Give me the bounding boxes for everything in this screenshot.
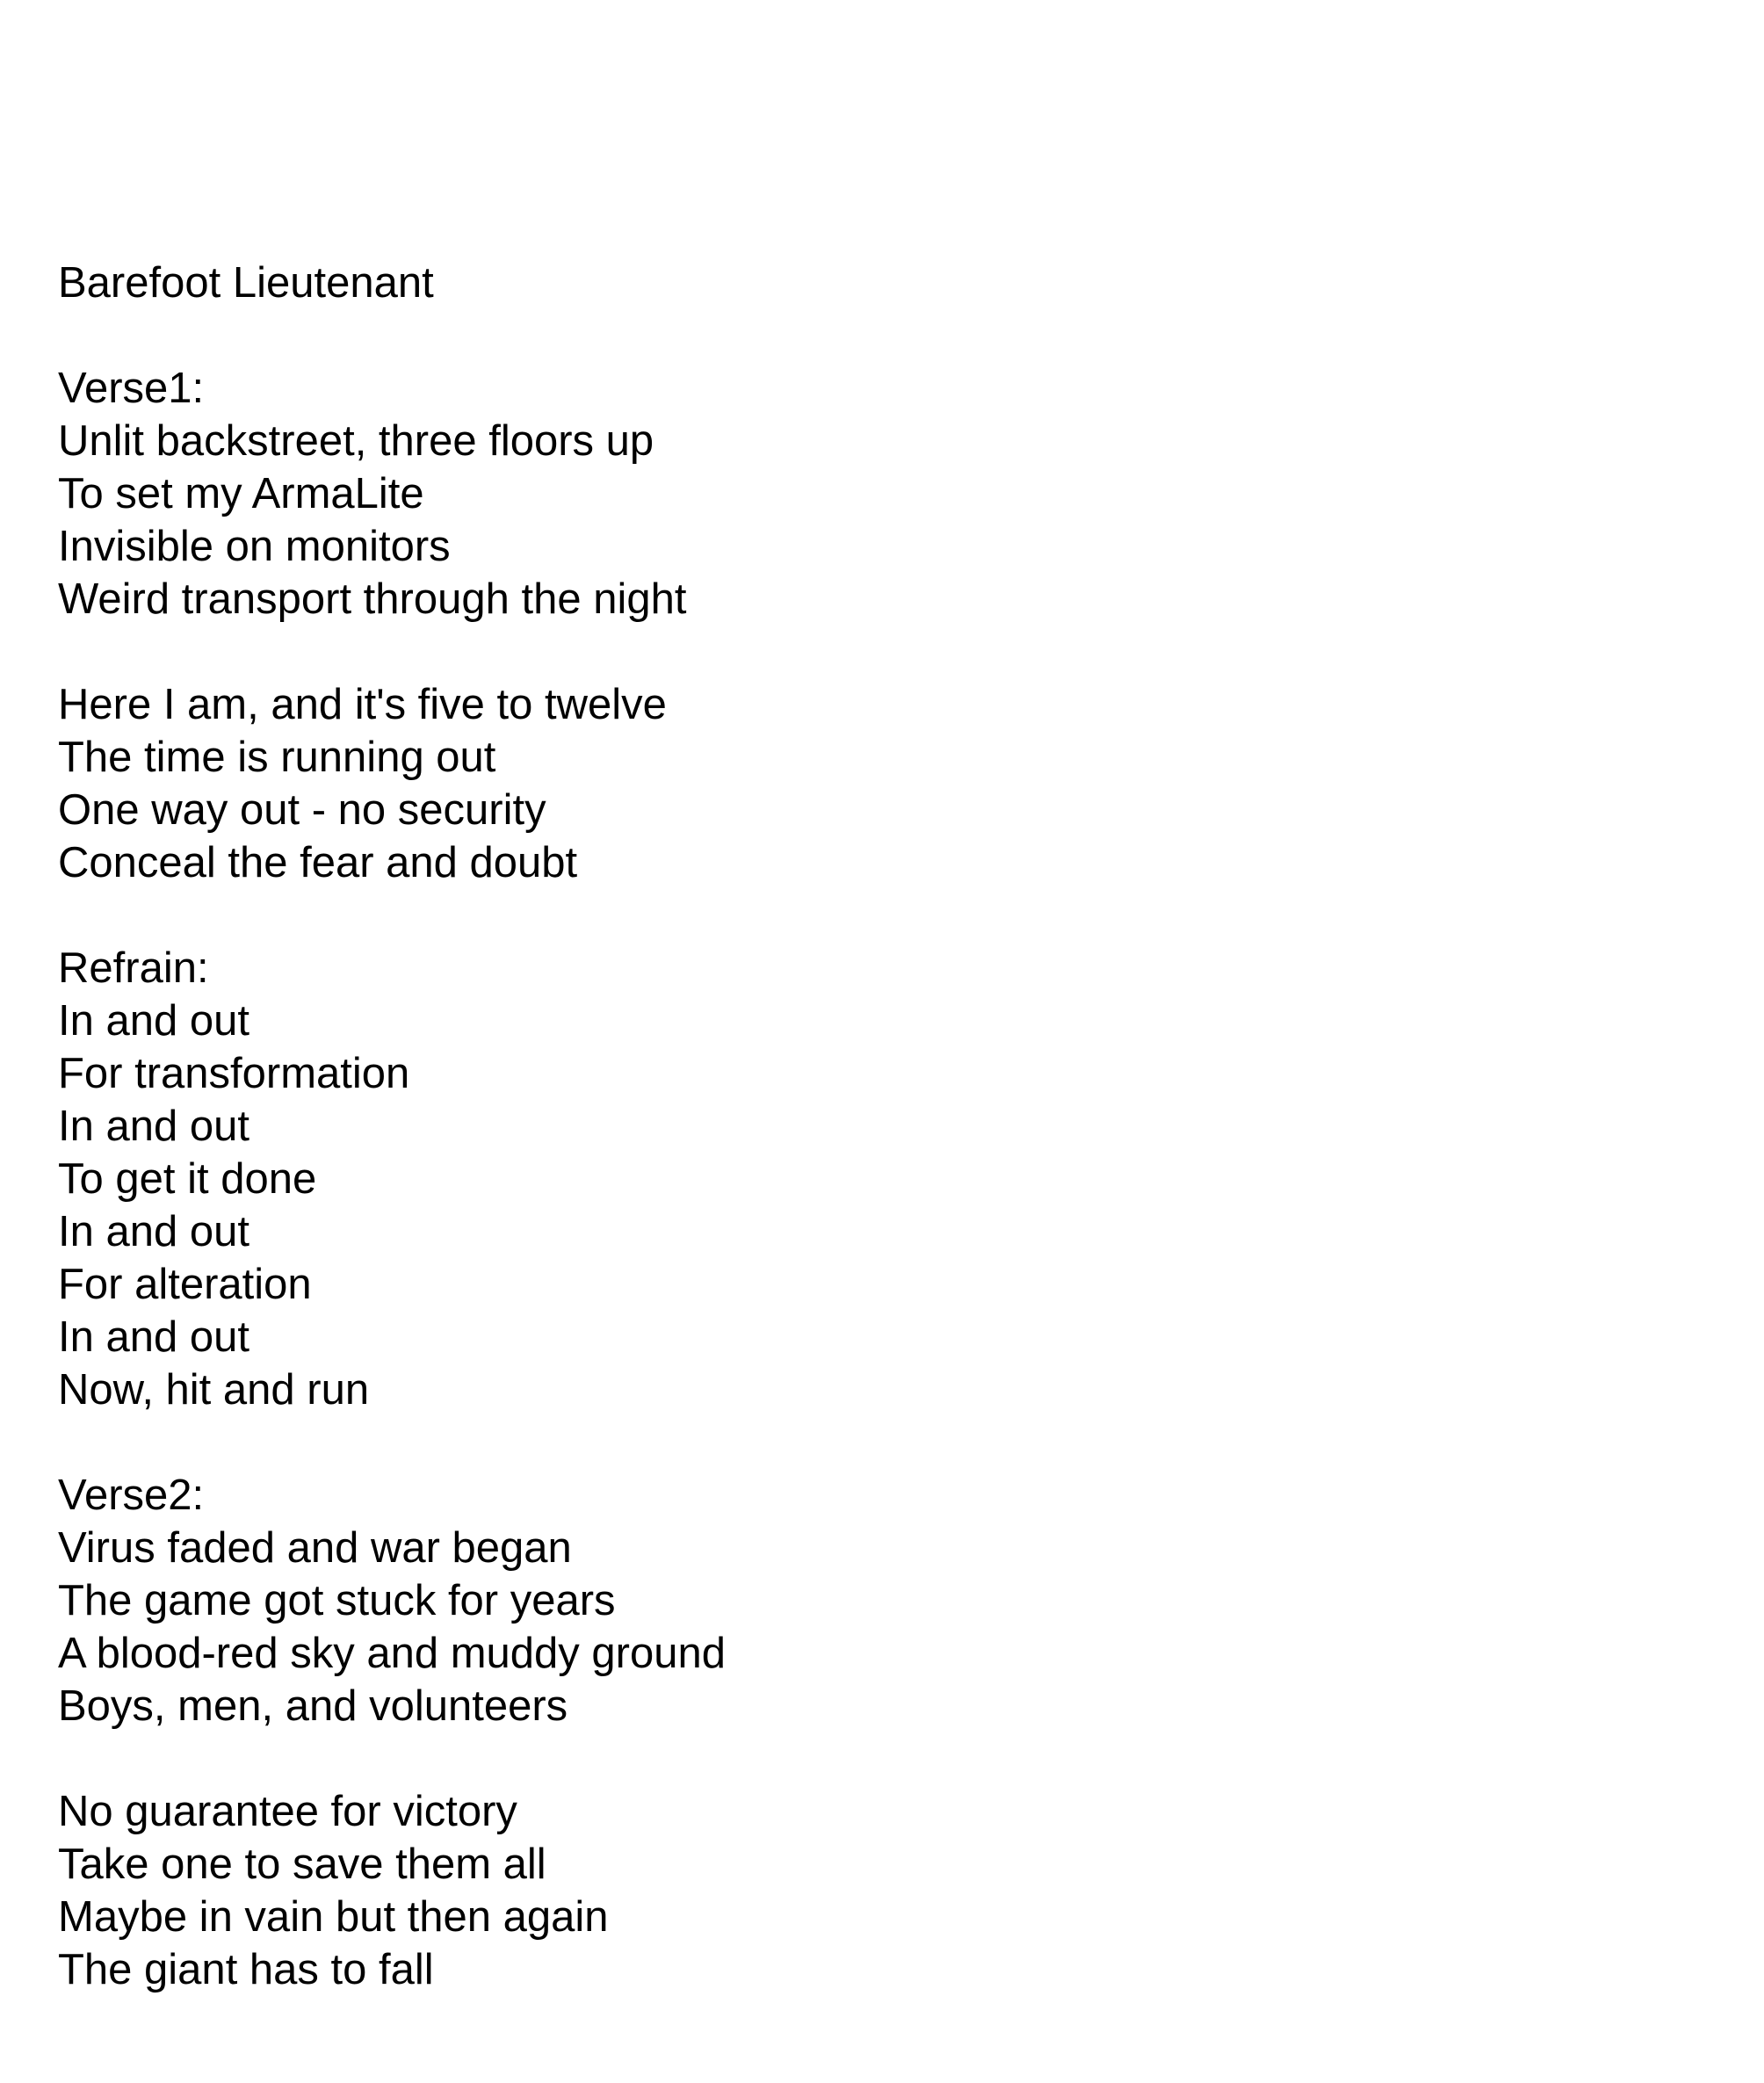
song-title: Barefoot Lieutenant [58, 259, 434, 307]
lyric-line: Boys, men, and volunteers [58, 1682, 568, 1730]
section-label: Verse2: [58, 1472, 205, 1519]
blank-line [58, 626, 1639, 678]
blank-line [58, 889, 1639, 942]
lyric-line: For alteration [58, 1261, 312, 1308]
lyric-line: Unlit backstreet, three floors up [58, 417, 654, 465]
lyric-line: To set my ArmaLite [58, 470, 424, 517]
lyric-line: In and out [58, 1313, 249, 1361]
lyric-line: A blood-red sky and muddy ground [58, 1630, 726, 1677]
lyric-line: The time is running out [58, 734, 496, 781]
lyric-line: Invisible on monitors [58, 523, 451, 570]
lyrics-document [58, 257, 1639, 1996]
lyric-line: Take one to save them all [58, 1841, 546, 1888]
lyric-line: Virus faded and war began [58, 1524, 572, 1572]
blank-line [58, 1416, 1639, 1469]
lyric-line: Here I am, and it's five to twelve [58, 681, 667, 728]
lyric-line: No guarantee for victory [58, 1788, 517, 1835]
lyric-line: The giant has to fall [58, 1946, 434, 1993]
section-label: Refrain: [58, 944, 209, 992]
section-verse1 [58, 362, 1639, 626]
lyric-line: The game got stuck for years [58, 1577, 616, 1624]
section-refrain [58, 942, 1639, 1416]
lyric-line: Maybe in vain but then again [58, 1893, 609, 1941]
lyric-line: For transformation [58, 1050, 410, 1097]
lyric-line: In and out [58, 1208, 249, 1255]
lyric-line: In and out [58, 997, 249, 1045]
lyric-line: Now, hit and run [58, 1366, 370, 1414]
lyric-line: To get it done [58, 1155, 317, 1203]
section-verse2-part2 [58, 1785, 1639, 1996]
lyric-line: Conceal the fear and doubt [58, 839, 578, 886]
blank-line [58, 309, 1639, 362]
lyric-line: Weird transport through the night [58, 575, 687, 623]
section-label: Verse1: [58, 365, 205, 412]
lyric-line: In and out [58, 1103, 249, 1150]
section-verse1-part2 [58, 678, 1639, 889]
lyric-line: One way out - no security [58, 786, 546, 834]
section-verse2 [58, 1469, 1639, 1732]
blank-line [58, 1732, 1639, 1785]
